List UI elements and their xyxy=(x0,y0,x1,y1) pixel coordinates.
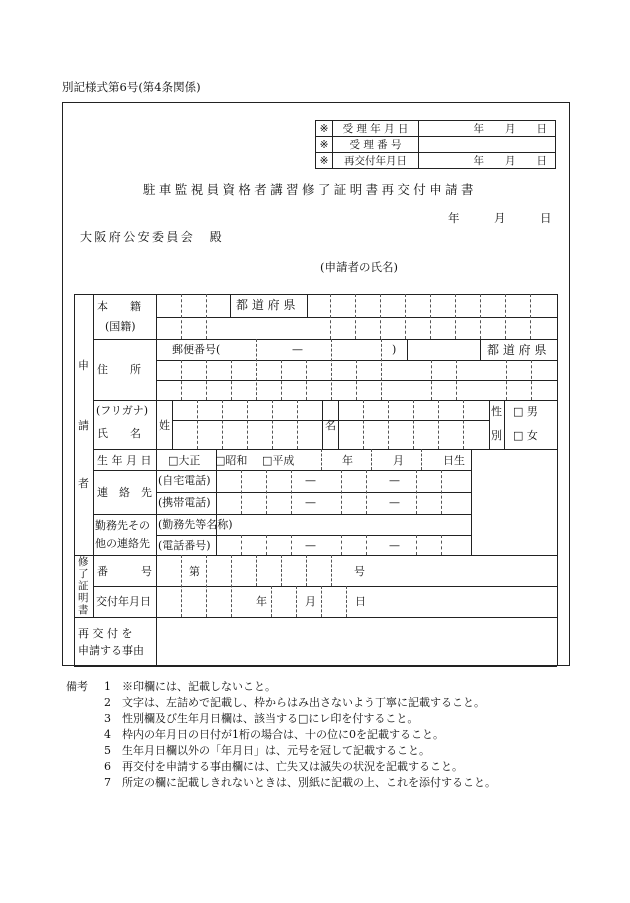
furigana-label: (フリガナ) xyxy=(96,404,149,417)
note-item: 2 文字は、左詰めで記載し、枠からはみ出さないよう丁寧に記載すること。 xyxy=(104,696,485,709)
reissue-date-value[interactable]: 年 月 日 xyxy=(419,153,556,169)
date-year: 年 xyxy=(448,211,460,225)
reason-label-1: 再 交 付 を xyxy=(78,627,133,640)
note-item: 6 再交付を申請する事由欄には、亡失又は滅失の状況を記載すること。 xyxy=(104,760,463,773)
note-item: 7 所定の欄に記載しきれないときは、別紙に記載の上、これを添付すること。 xyxy=(104,776,496,789)
reason-label-2: 申請する事由 xyxy=(78,644,144,657)
addressee: 大阪府公安委員会 殿 xyxy=(80,230,225,244)
mobile-tel-label: (携帯電話) xyxy=(158,496,211,509)
female-checkbox[interactable]: □ 女 xyxy=(513,429,538,442)
taisho-checkbox[interactable]: □大正 xyxy=(168,454,201,467)
note-item: 3 性別欄及び生年月日欄は、該当する□にレ印を付すること。 xyxy=(104,712,419,725)
work-tel-label: (電話番号) xyxy=(158,539,211,552)
given-name-label: 名 xyxy=(325,419,336,432)
office-row-received-number: ※ 受 理 番 号 xyxy=(316,137,556,153)
notes-heading: 備考 xyxy=(66,680,88,693)
applicant-name-label: (申請者の氏名) xyxy=(320,260,398,274)
issue-day-label: 日 xyxy=(355,595,366,608)
heisei-checkbox[interactable]: □平成 xyxy=(262,454,295,467)
cert-number-label: 番 号 xyxy=(97,565,152,578)
postal-label: 郵便番号( xyxy=(172,343,221,356)
received-date-value[interactable]: 年 月 日 xyxy=(419,121,556,137)
work-name-label: (勤務先等名称) xyxy=(158,518,233,531)
address-todofuken: 都 道 府 県 xyxy=(487,343,547,357)
male-checkbox[interactable]: □ 男 xyxy=(513,405,538,418)
home-tel-label: (自宅電話) xyxy=(158,474,211,487)
contact-label: 連 絡 先 xyxy=(97,486,152,499)
birth-label: 生 年 月 日 xyxy=(97,454,152,467)
note-item: 5 生年月日欄以外の「年月日」は、元号を冠して記載すること。 xyxy=(104,744,430,757)
office-row-reissue-date: ※ 再交付年月日 年 月 日 xyxy=(316,153,556,169)
work-contact-label-2: 他の連絡先 xyxy=(95,537,150,550)
note-item: 1 ※印欄には、記載しないこと。 xyxy=(104,680,276,693)
date-month: 月 xyxy=(494,211,506,225)
issue-date-label: 交付年月日 xyxy=(96,595,151,608)
honseki-todofuken: 都 道 府 県 xyxy=(236,298,296,312)
showa-checkbox[interactable]: □昭和 xyxy=(215,454,248,467)
kokuseki-label: (国籍) xyxy=(105,320,136,333)
name-label: 氏 名 xyxy=(97,427,141,440)
page-title: 駐車監視員資格者講習修了証明書再交付申請書 xyxy=(143,182,477,197)
office-use-table xyxy=(315,120,556,169)
note-item: 4 枠内の年月日の日付が1桁の場合は、十の位に0を記載すること。 xyxy=(104,728,444,741)
honseki-label: 本 籍 xyxy=(97,300,141,313)
form-reference: 別記様式第6号(第4条関係) xyxy=(62,80,201,94)
surname-label: 姓 xyxy=(159,419,170,432)
address-label: 住 所 xyxy=(97,363,141,376)
office-row-received-date: ※ 受 理 年 月 日 年 月 日 xyxy=(316,121,556,137)
date-day: 日 xyxy=(540,211,552,225)
work-contact-label-1: 勤務先その xyxy=(95,519,150,532)
received-number-value[interactable] xyxy=(419,137,556,153)
reason-input[interactable] xyxy=(165,625,550,661)
